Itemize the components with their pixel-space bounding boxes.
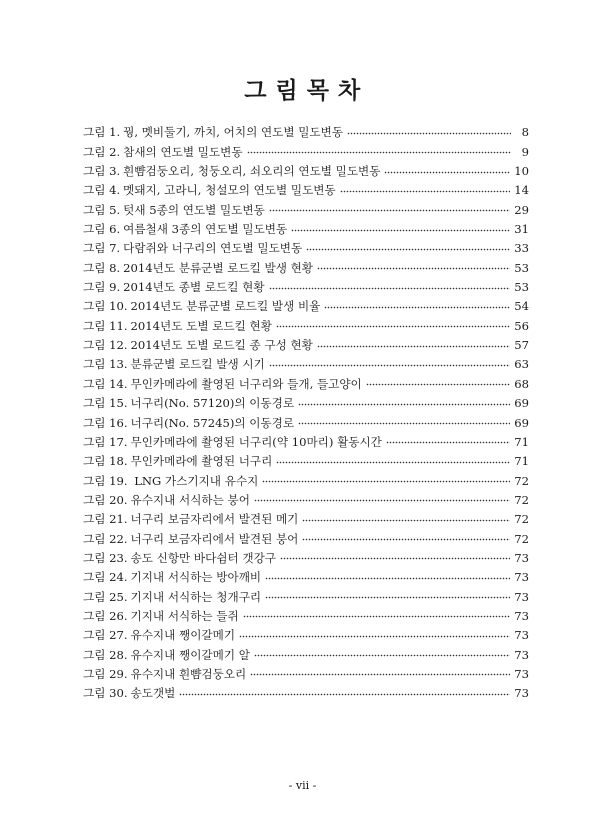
toc-entry-label [83, 416, 294, 430]
figure-number: 그림 3. [83, 164, 121, 179]
toc-entry-label [83, 551, 276, 565]
toc-entry [83, 255, 529, 274]
toc-entry-label [83, 532, 298, 546]
page-reference: 73 [514, 589, 529, 604]
toc-entry-label [83, 164, 380, 178]
figure-number: 그림 29. [83, 666, 128, 681]
toc-entry-label [83, 203, 265, 217]
figure-caption: 송도 신항만 바다쉼터 갯강구 [130, 550, 276, 565]
page-reference: 72 [514, 512, 529, 527]
page-reference: 8 [521, 125, 529, 140]
page-reference: 31 [514, 222, 529, 237]
dot-leader [298, 421, 510, 427]
figure-caption: 너구리 보금자리에서 발견된 메기 [130, 512, 299, 527]
dot-leader [384, 169, 510, 175]
dot-leader [347, 130, 511, 136]
dot-leader [280, 556, 510, 562]
figure-number: 그림 22. [83, 531, 128, 546]
figure-caption: 유수지내 서식하는 붕어 [130, 492, 250, 507]
toc-entry-label [83, 125, 343, 139]
toc-entry [83, 449, 529, 468]
figure-caption: 흰뺨검둥오리, 청둥오리, 쇠오리의 연도별 밀도변동 [123, 164, 381, 179]
dot-leader [269, 362, 510, 368]
toc-entry [83, 236, 529, 255]
page-reference: 72 [514, 531, 529, 546]
figure-caption: 2014년도 도별 로드킬 종 구성 현황 [130, 338, 313, 353]
toc-entry [83, 159, 529, 178]
figure-caption: 꿩, 멧비둘기, 까치, 어치의 연도별 밀도변동 [123, 125, 344, 140]
figure-number: 그림 21. [83, 512, 128, 527]
figure-list [83, 120, 529, 700]
dot-leader [269, 208, 510, 214]
toc-entry-label [83, 648, 250, 662]
toc-entry [83, 197, 529, 216]
dot-leader [324, 304, 510, 310]
figure-number: 그림 16. [83, 415, 128, 430]
figure-number: 그림 5. [83, 202, 121, 217]
toc-entry-label [83, 261, 313, 275]
figure-caption: 참새의 연도별 밀도변동 [123, 144, 243, 159]
dot-leader [317, 343, 510, 349]
figure-caption: 무인카메라에 촬영된 너구리(약 10마리) 활동시간 [130, 434, 382, 449]
figure-caption: 너구리 보금자리에서 발견된 붕어 [130, 531, 299, 546]
figure-number: 그림 10. [83, 299, 128, 314]
toc-entry [83, 565, 529, 584]
toc-entry-label [83, 319, 272, 333]
figure-number: 그림 25. [83, 589, 128, 604]
page-reference: 73 [514, 666, 529, 681]
toc-entry [83, 275, 529, 294]
toc-entry [83, 120, 529, 139]
figure-caption: 송도갯벌 [130, 686, 176, 701]
page-reference: 57 [514, 338, 529, 353]
toc-entry-label [83, 435, 382, 449]
figure-number: 그림 9. [83, 280, 121, 295]
figure-number: 그림 8. [83, 260, 121, 275]
toc-entry [83, 642, 529, 661]
toc-entry-label [83, 145, 243, 159]
figure-number: 그림 26. [83, 608, 128, 623]
page-reference: 53 [514, 280, 529, 295]
toc-entry [83, 313, 529, 332]
page-reference: 73 [514, 550, 529, 565]
figure-caption: 기지내 서식하는 청개구리 [130, 589, 262, 604]
figure-number: 그림 17. [83, 434, 128, 449]
figure-caption: 무인카메라에 촬영된 너구리와 들개, 들고양이 [130, 376, 362, 391]
figure-caption: 2014년도 분류군별 로드킬 발생 비율 [130, 299, 321, 314]
dot-leader [306, 246, 510, 252]
page-reference: 72 [514, 473, 529, 488]
figure-number: 그림 18. [83, 454, 128, 469]
toc-entry [83, 623, 529, 642]
page-reference: 14 [514, 183, 529, 198]
toc-entry [83, 526, 529, 545]
figure-caption: 유수지내 쨍이갈메기 [130, 628, 236, 643]
toc-entry-label [83, 570, 261, 584]
toc-entry-label [83, 183, 336, 197]
dot-leader [291, 227, 510, 233]
figure-caption: 너구리(No. 57120)의 이동경로 [130, 396, 295, 411]
dot-leader [239, 633, 510, 639]
page-reference: 54 [514, 299, 529, 314]
toc-entry [83, 217, 529, 236]
toc-entry-label [83, 474, 258, 488]
dot-leader [265, 575, 510, 581]
dot-leader [340, 188, 511, 194]
figure-caption: 유수지내 흰뺨검둥오리 [130, 666, 247, 681]
dot-leader [179, 691, 510, 697]
figure-number: 그림 28. [83, 647, 128, 662]
page-reference: 73 [514, 647, 529, 662]
toc-entry [83, 546, 529, 565]
figure-number: 그림 24. [83, 570, 128, 585]
page-reference: 69 [514, 396, 529, 411]
figure-number: 그림 19. [83, 473, 128, 488]
toc-entry-label [83, 280, 265, 294]
page-reference: 33 [514, 241, 529, 256]
dot-leader [386, 440, 510, 446]
dot-leader [254, 653, 510, 659]
figure-caption: 여름철새 3종의 연도별 밀도변동 [123, 222, 288, 237]
toc-entry [83, 662, 529, 681]
page-reference: 29 [514, 202, 529, 217]
toc-entry-label [83, 377, 362, 391]
figure-number: 그림 11. [83, 318, 128, 333]
toc-entry [83, 468, 529, 487]
toc-entry [83, 352, 529, 371]
figure-caption: 기지내 서식하는 들쥐 [130, 608, 239, 623]
toc-entry [83, 584, 529, 603]
page-reference: 68 [514, 376, 529, 391]
toc-entry [83, 294, 529, 313]
page-reference: 71 [514, 454, 529, 469]
dot-leader [254, 498, 510, 504]
figure-caption: 무인카메라에 촬영된 너구리 [130, 454, 273, 469]
toc-entry-label [83, 628, 235, 642]
page-reference: 69 [514, 415, 529, 430]
toc-entry [83, 430, 529, 449]
figure-number: 그림 20. [83, 492, 128, 507]
dot-leader [243, 614, 511, 620]
figure-caption: 기지내 서식하는 방아깨비 [130, 570, 262, 585]
toc-entry-label [83, 667, 246, 681]
toc-entry-label [83, 222, 287, 236]
figure-caption: 2014년도 분류군별 로드킬 발생 현황 [123, 260, 313, 275]
figure-number: 그림 7. [83, 241, 121, 256]
toc-entry [83, 681, 529, 700]
page-reference: 9 [521, 144, 529, 159]
toc-entry [83, 371, 529, 390]
dot-leader [262, 479, 510, 485]
toc-entry [83, 333, 529, 352]
toc-entry [83, 507, 529, 526]
figure-number: 그림 15. [83, 396, 128, 411]
toc-entry [83, 139, 529, 158]
figure-number: 그림 23. [83, 550, 128, 565]
figure-number: 그림 1. [83, 125, 121, 140]
figure-caption: LNG 가스기지내 유수지 [130, 473, 259, 488]
dot-leader [317, 266, 510, 272]
dot-leader [298, 401, 510, 407]
dot-leader [265, 595, 510, 601]
page-reference: 53 [514, 260, 529, 275]
figure-caption: 유수지내 쨍이갈메기 알 [130, 647, 250, 662]
figure-caption: 너구리(No. 57245)의 이동경로 [130, 415, 295, 430]
figure-caption: 다람쥐와 너구리의 연도별 밀도변동 [123, 241, 303, 256]
figure-caption: 분류군별 로드킬 발생 시기 [130, 357, 265, 372]
page-title: 그 림 목 차 [244, 77, 361, 104]
toc-entry-label [83, 454, 272, 468]
toc-entry [83, 391, 529, 410]
toc-entry-label [83, 241, 302, 255]
page-reference: 10 [514, 164, 529, 179]
toc-entry-label [83, 686, 175, 700]
figure-number: 그림 13. [83, 357, 128, 372]
dot-leader [302, 517, 510, 523]
toc-entry-label [83, 512, 298, 526]
figure-number: 그림 14. [83, 376, 128, 391]
page-reference: 63 [514, 357, 529, 372]
toc-entry-label [83, 338, 313, 352]
page-reference: 72 [514, 492, 529, 507]
toc-entry-label [83, 493, 250, 507]
dot-leader [276, 459, 510, 465]
figure-number: 그림 2. [83, 144, 121, 159]
page-reference: 73 [514, 570, 529, 585]
figure-number: 그림 6. [83, 222, 121, 237]
toc-entry-label [83, 396, 294, 410]
dot-leader [302, 537, 510, 543]
page-reference: 71 [514, 434, 529, 449]
toc-entry [83, 488, 529, 507]
page-reference: 73 [514, 608, 529, 623]
toc-entry-label [83, 357, 265, 371]
page-reference: 73 [514, 686, 529, 701]
figure-number: 그림 12. [83, 338, 128, 353]
figure-caption: 멧돼지, 고라니, 청설모의 연도별 밀도변동 [123, 183, 336, 198]
page-reference: 56 [514, 318, 529, 333]
toc-entry-label [83, 590, 261, 604]
toc-entry [83, 410, 529, 429]
dot-leader [366, 382, 510, 388]
figure-number: 그림 4. [83, 183, 121, 198]
toc-entry-label [83, 299, 320, 313]
figure-caption: 2014년도 종별 로드킬 현황 [123, 280, 265, 295]
figure-number: 그림 30. [83, 686, 128, 701]
dot-leader [250, 672, 510, 678]
figure-caption: 2014년도 도별 로드킬 현황 [130, 318, 272, 333]
toc-entry [83, 178, 529, 197]
page-reference: 73 [514, 628, 529, 643]
dot-leader [276, 324, 510, 330]
toc-entry-label [83, 609, 239, 623]
figure-number: 그림 27. [83, 628, 128, 643]
dot-leader [269, 285, 511, 291]
page-number: - vii - [288, 779, 317, 792]
toc-entry [83, 604, 529, 623]
figure-caption: 텃새 5종의 연도별 밀도변동 [123, 202, 265, 217]
dot-leader [247, 150, 511, 156]
